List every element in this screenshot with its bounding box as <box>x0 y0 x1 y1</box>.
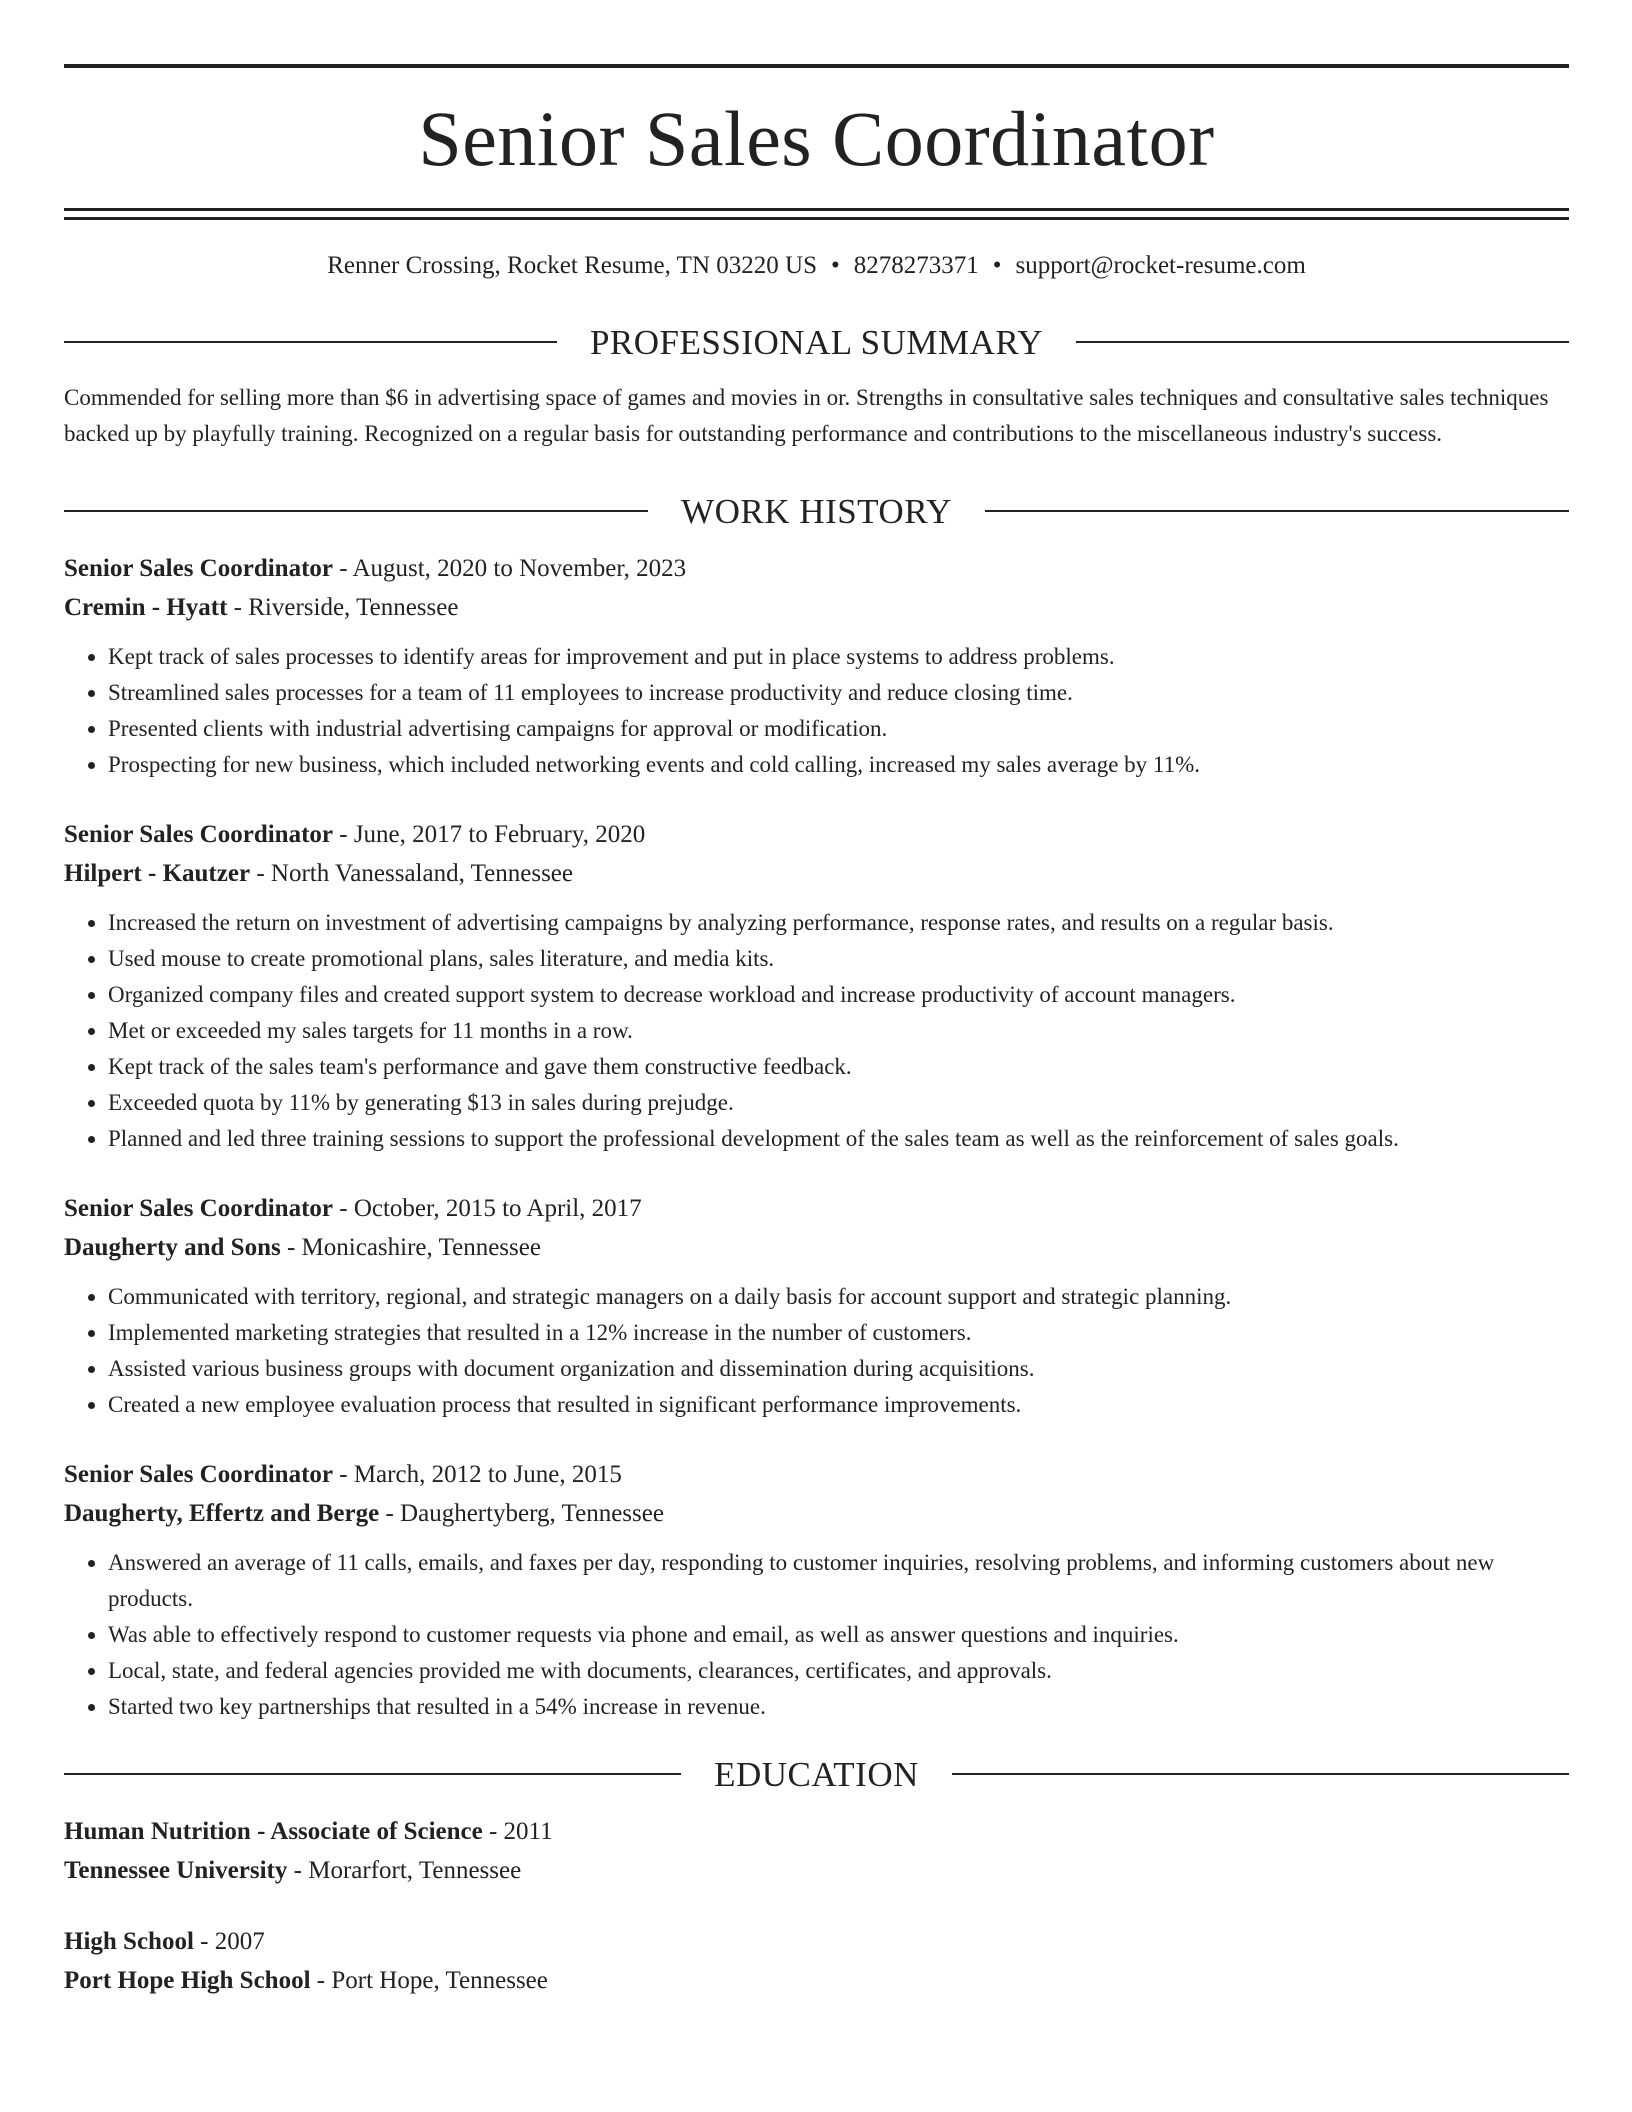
job-title: Senior Sales Coordinator <box>64 554 333 582</box>
school-name: Tennessee University <box>64 1856 288 1884</box>
contact-email: support@rocket-resume.com <box>1015 252 1306 279</box>
resume-content <box>64 64 1569 2032</box>
job-bullet: • Exceeded quota by 11% by generating $13 in sales during prejudge. <box>108 1085 1569 1121</box>
school-location: - Morarfort, Tennessee <box>287 1856 522 1884</box>
section-title-education <box>64 1754 1569 1794</box>
job-title: Senior Sales Coordinator <box>64 1460 333 1488</box>
degree-line <box>64 1922 1569 1961</box>
school-line <box>64 1961 1569 2000</box>
job-title-line <box>64 1189 1569 1228</box>
job-bullets <box>64 1279 1569 1423</box>
job-bullet: • Presented clients with industrial advertising campaigns for approval or modification. <box>108 711 1569 747</box>
company-line <box>64 1494 1569 1533</box>
job-bullets <box>64 639 1569 783</box>
job-title: Senior Sales Coordinator <box>64 820 333 848</box>
section-rule-left <box>64 341 557 343</box>
company-name: Daugherty and Sons <box>64 1233 281 1261</box>
education-entry <box>64 1922 1569 2000</box>
job-dates: - October, 2015 to April, 2017 <box>333 1194 642 1222</box>
job-bullets <box>64 1545 1569 1725</box>
degree-year: - 2007 <box>193 1927 265 1955</box>
job-bullet: • Increased the return on investment of advertising campaigns by analyzing performance, response rates, and results on a regular basis. <box>108 905 1569 941</box>
school-location: - Port Hope, Tennessee <box>310 1966 548 1994</box>
job-title-line <box>64 1455 1569 1494</box>
job-bullet: • Started two key partnerships that resulted in a 54% increase in revenue. <box>108 1689 1569 1725</box>
degree-name: High School <box>64 1927 194 1955</box>
summary-text: Commended for selling more than $6 in advertising space of games and movies in or. Strengths in consultative sales techniques and consultative sales techniques backed up by playfully training. Recognized on a regular basis for outstanding performance and contributions to the miscellaneous industry's success. <box>64 384 1549 446</box>
education-list <box>64 1812 1569 2000</box>
contact-separator: • <box>830 252 840 279</box>
degree-year: - 2011 <box>482 1817 553 1845</box>
job-entry <box>64 1455 1569 1725</box>
job-bullet: • Implemented marketing strategies that resulted in a 12% increase in the number of customers. <box>108 1315 1569 1351</box>
contact-line <box>64 250 1569 283</box>
company-name: Cremin - Hyatt <box>64 593 228 621</box>
section-label: EDUCATION <box>714 1754 919 1794</box>
job-bullet: • Kept track of the sales team's performance and gave them constructive feedback. <box>108 1049 1569 1085</box>
company-location: - Daughertyberg, Tennessee <box>379 1499 664 1527</box>
job-title: Senior Sales Coordinator <box>64 1194 333 1222</box>
job-bullet: • Used mouse to create promotional plans, sales literature, and media kits. <box>108 941 1569 977</box>
job-bullet: • Local, state, and federal agencies provided me with documents, clearances, certificates, and approvals. <box>108 1653 1569 1689</box>
contact-separator: • <box>992 252 1002 279</box>
job-bullet: • Communicated with territory, regional, and strategic managers on a daily basis for account support and strategic planning. <box>108 1279 1569 1315</box>
job-title-line <box>64 549 1569 588</box>
job-bullet: • Organized company files and created support system to decrease workload and increase productivity of account managers. <box>108 977 1569 1013</box>
education-entry <box>64 1812 1569 1890</box>
company-location: - Riverside, Tennessee <box>227 593 459 621</box>
company-location: - North Vanessaland, Tennessee <box>250 859 573 887</box>
contact-address: Renner Crossing, Rocket Resume, TN 03220 US <box>327 252 817 279</box>
job-bullet: • Assisted various business groups with document organization and dissemination during acquisitions. <box>108 1351 1569 1387</box>
top-rule <box>64 64 1569 68</box>
name-double-rule <box>64 208 1569 220</box>
job-entry <box>64 549 1569 783</box>
job-bullet: • Was able to effectively respond to customer requests via phone and email, as well as answer questions and inquiries. <box>108 1617 1569 1653</box>
section-rule-left <box>64 1773 681 1775</box>
job-bullet: • Streamlined sales processes for a team of 11 employees to increase productivity and reduce closing time. <box>108 675 1569 711</box>
job-entry <box>64 815 1569 1157</box>
job-bullets <box>64 905 1569 1157</box>
company-name: Daugherty, Effertz and Berge <box>64 1499 380 1527</box>
job-bullet: • Met or exceeded my sales targets for 11 months in a row. <box>108 1013 1569 1049</box>
degree-line <box>64 1812 1569 1851</box>
company-location: - Monicashire, Tennessee <box>280 1233 541 1261</box>
section-label: PROFESSIONAL SUMMARY <box>589 322 1044 362</box>
company-line <box>64 854 1569 893</box>
section-rule-right <box>952 1773 1569 1775</box>
company-line <box>64 1228 1569 1267</box>
section-title-summary <box>64 322 1569 362</box>
section-title-work <box>64 491 1569 531</box>
section-rule-right <box>1076 341 1569 343</box>
job-bullet: • Answered an average of 11 calls, emails, and faxes per day, responding to customer inquiries, resolving problems, and informing customers about new products. <box>108 1545 1569 1617</box>
job-dates: - June, 2017 to February, 2020 <box>333 820 646 848</box>
job-entry <box>64 1189 1569 1423</box>
work-history-list <box>64 549 1569 1725</box>
job-bullet: • Created a new employee evaluation process that resulted in significant performance improvements. <box>108 1387 1569 1423</box>
job-bullet: • Planned and led three training sessions to support the professional development of the sales team as well as the reinforcement of sales goals. <box>108 1121 1569 1157</box>
job-bullet: • Prospecting for new business, which included networking events and cold calling, increased my sales average by 11%. <box>108 747 1569 783</box>
section-rule-right <box>985 510 1569 512</box>
section-rule-left <box>64 510 648 512</box>
job-dates: - March, 2012 to June, 2015 <box>333 1460 622 1488</box>
school-name: Port Hope High School <box>64 1966 311 1994</box>
degree-name: Human Nutrition - Associate of Science <box>64 1817 483 1845</box>
job-bullet: • Kept track of sales processes to identify areas for improvement and put in place systems to address problems. <box>108 639 1569 675</box>
school-line <box>64 1851 1569 1890</box>
section-label: WORK HISTORY <box>681 491 952 531</box>
contact-phone: 8278273371 <box>853 252 979 279</box>
job-dates: - August, 2020 to November, 2023 <box>333 554 687 582</box>
job-title-line <box>64 815 1569 854</box>
company-name: Hilpert - Kautzer <box>64 859 251 887</box>
resume-name: Senior Sales Coordinator <box>418 95 1215 182</box>
company-line <box>64 588 1569 627</box>
